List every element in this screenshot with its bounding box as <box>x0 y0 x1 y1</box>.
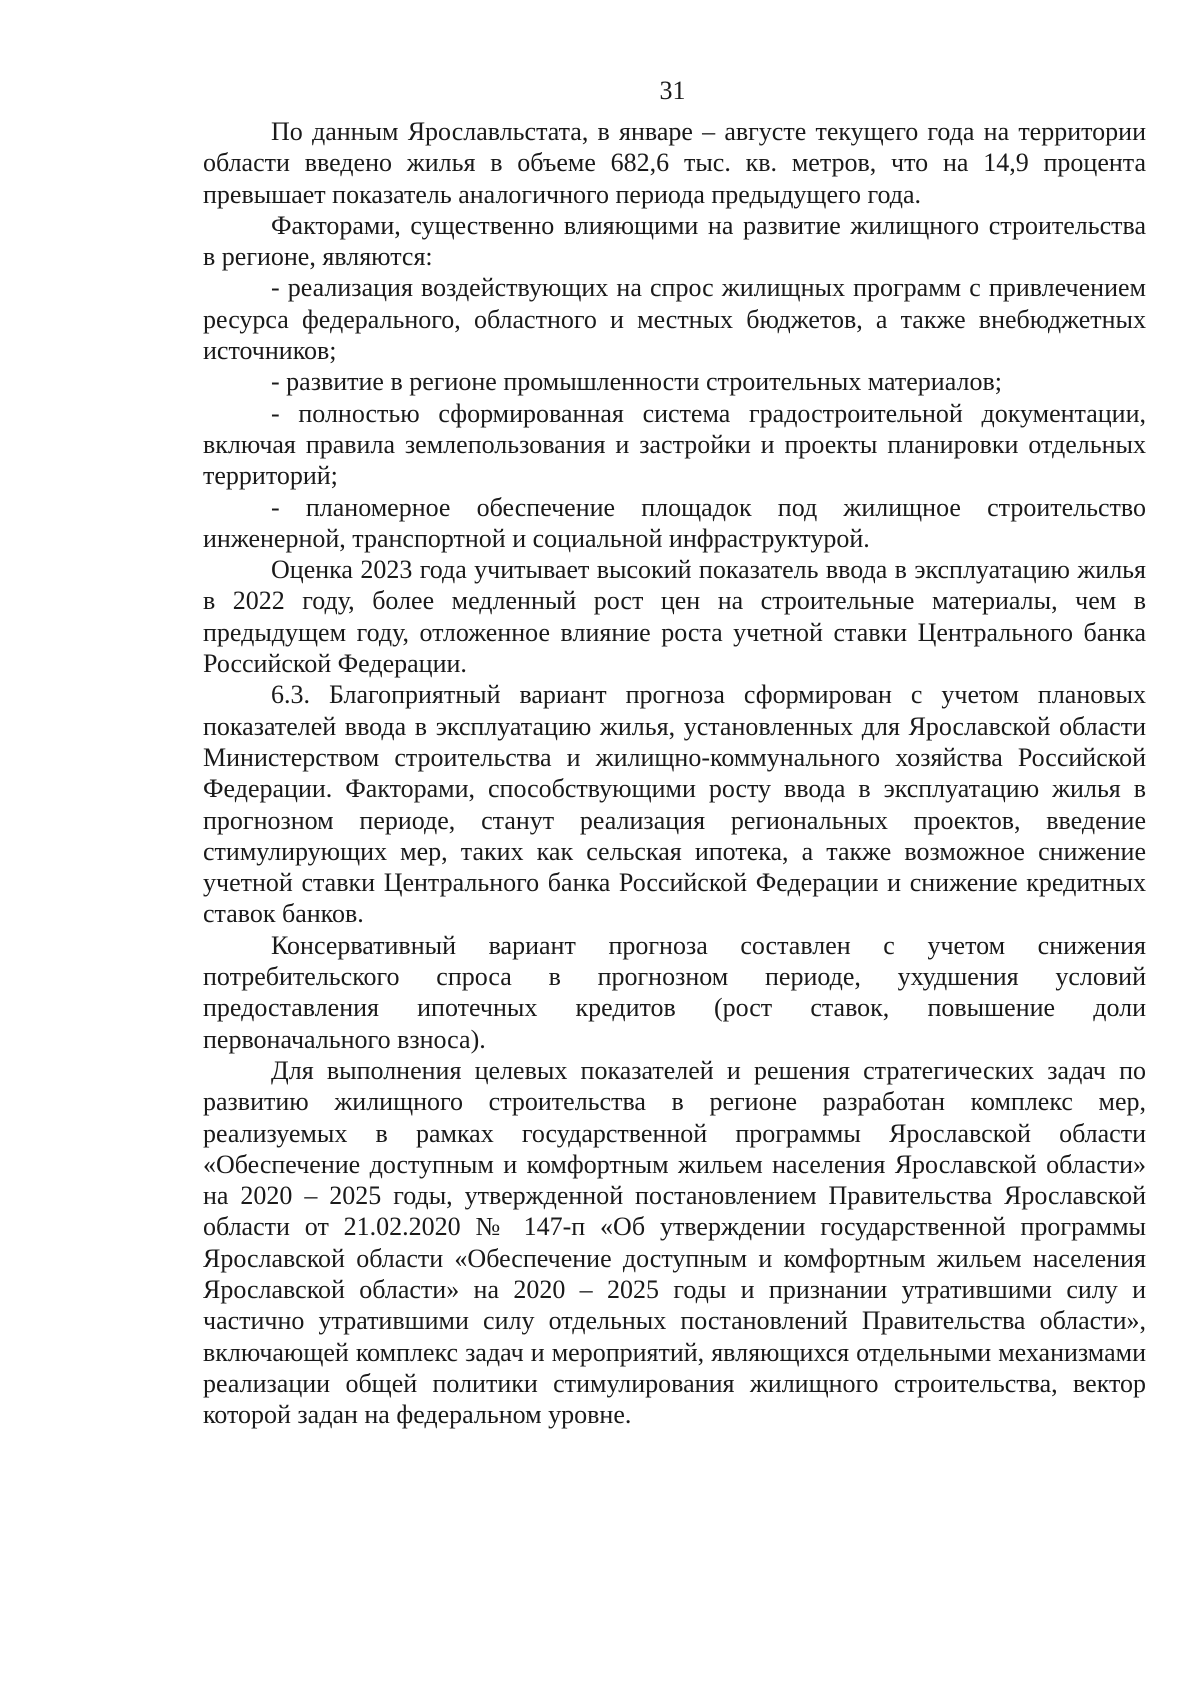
paragraph-housing-statistics: По данным Ярославльстата, в январе – августе текущего года на территории области введено жилья в объеме 682,6 тыс. кв. метров, что на 14,9 процента превышает показатель аналогичного периода предыдущего года. <box>203 117 1146 209</box>
paragraph-2023-estimate: Оценка 2023 года учитывает высокий показатель ввода в эксплуатацию жилья в 2022 году, более медленный рост цен на строительные материалы, чем в предыдущем году, отложенное влияние роста учетной ставки Центрального банка Российской Федерации. <box>203 555 1146 679</box>
list-item-building-materials: - развитие в регионе промышленности строительных материалов; <box>271 367 1002 397</box>
paragraph-factors-intro: Факторами, существенно влияющими на развитие жилищного строительства в регионе, являются: <box>203 210 1146 272</box>
paragraph-favorable-scenario: 6.3. Благоприятный вариант прогноза сформирован с учетом плановых показателей ввода в эксплуатацию жилья, установленных для Ярославской области Министерством строительства и жилищно-коммунального хозяйства Российской Федерации. Факторами, способствующими росту ввода в эксплуатацию жилья в прогнозном периоде, станут реализация региональных проектов, введение стимулирующих мер, таких как сельская ипотека, а также возможное снижение учетной ставки Центрального банка Российской Федерации и снижение кредитных ставок банков. <box>203 680 1146 929</box>
list-item-housing-programs: - реализация воздействующих на спрос жилищных программ с привлечением ресурса федерального, областного и местных бюджетов, а также внебюджетных источников; <box>203 273 1146 366</box>
paragraph-conservative-scenario: Консервативный вариант прогноза составлен с учетом снижения потребительского спроса в прогнозном периоде, ухудшения условий предоставления ипотечных кредитов (рост ставок, повышение доли первоначального взноса). <box>203 930 1146 1054</box>
list-item-infrastructure: - планомерное обеспечение площадок под жилищное строительство инженерной, транспортной и социальной инфраструктурой. <box>203 492 1146 553</box>
list-item-urban-planning-docs: - полностью сформированная система градостроительной документации, включая правила землепользования и застройки и проекты планировки отдельных территорий; <box>203 398 1146 491</box>
page-number: 31 <box>659 76 686 105</box>
document-body <box>203 116 1146 1430</box>
paragraph-state-program: Для выполнения целевых показателей и решения стратегических задач по развитию жилищного строительства в регионе разработан комплекс мер, реализуемых в рамках государственной программы Ярославской области «Обеспечение доступным и комфортным жильем населения Ярославской области» на 2020 – 2025 годы, утвержденной постановлением Правительства Ярославской области от 21.02.2020 № 147-п «Об утверждении государственной программы Ярославской области «Обеспечение доступным и комфортным жильем населения Ярославской области» на 2020 – 2025 годы и признании утратившими силу и частично утратившими силу отдельных постановлений Правительства области», включающей комплекс задач и мероприятий, являющихся отдельными механизмами реализации общей политики стимулирования жилищного строительства, вектор которой задан на федеральном уровне. <box>203 1055 1146 1430</box>
